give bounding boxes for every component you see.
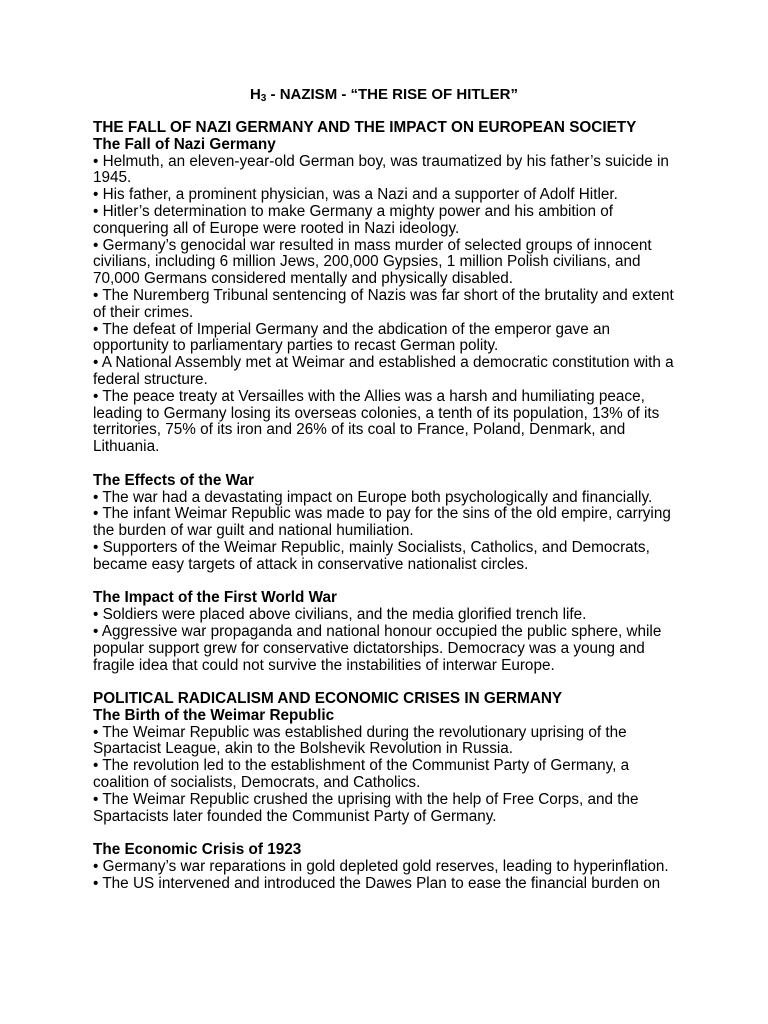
subsection-heading: The Birth of the Weimar Republic [93, 706, 335, 724]
bullet-item: • His father, a prominent physician, was a Nazi and a supporter of Adolf Hitler. [93, 186, 618, 204]
subsection-heading: The Impact of the First World War [93, 589, 337, 607]
bullet-item: • Hitler’s determination to make Germany a mighty power and his ambition of conquering all of Europe were rooted in Nazi ideology. [93, 202, 614, 237]
document-body [93, 120, 683, 893]
bullet-item: • The Weimar Republic was established during the revolutionary uprising of the Spartacist League, akin to the Bolshevik Revolution in Russia. [93, 723, 627, 758]
bullet-item: • The peace treaty at Versailles with the Allies was a harsh and humiliating peace, leading to Germany losing its overseas colonies, a tenth of its population, 13% of its territories, 75% of its iron and 26% of its coal to France, Poland, Denmark, and Lithuania. [93, 387, 660, 456]
title-subscript: 3 [260, 93, 267, 104]
bullet-item: • The revolution led to the establishment of the Communist Party of Germany, a coalition of socialists, Democrats, and Catholics. [93, 757, 630, 792]
bullet-item: • Supporters of the Weimar Republic, mainly Socialists, Catholics, and Democrats, became easy targets of attack in conservative nationalist circles. [93, 538, 650, 573]
bullet-item: • The war had a devastating impact on Europe both psychologically and financially. [93, 488, 653, 506]
bullet-item: • Soldiers were placed above civilians, and the media glorified trench life. [93, 606, 587, 624]
section-heading: POLITICAL RADICALISM AND ECONOMIC CRISES IN GERMANY [93, 690, 563, 708]
subsection-heading: The Economic Crisis of 1923 [93, 841, 302, 859]
bullet-item: • The US intervened and introduced the Dawes Plan to ease the financial burden on [93, 874, 661, 892]
bullet-item: • The infant Weimar Republic was made to pay for the sins of the old empire, carrying the burden of war guilt and national humiliation. [93, 505, 671, 540]
subsection-heading: The Effects of the War [93, 471, 254, 489]
bullet-item: • Helmuth, an eleven-year-old German boy, was traumatized by his father’s suicide in 1945. [93, 152, 669, 187]
bullet-item: • The Weimar Republic crushed the uprising with the help of Free Corps, and the Spartacists later founded the Communist Party of Germany. [93, 790, 639, 825]
bullet-item: • The Nuremberg Tribunal sentencing of Nazis was far short of the brutality and extent of their crimes. [93, 286, 674, 321]
title-prefix: H [249, 86, 261, 103]
bullet-item: • The defeat of Imperial Germany and the abdication of the emperor gave an opportunity to parliamentary parties to recast German polity. [93, 320, 610, 355]
title-rest: - NAZISM - “THE RISE OF HITLER” [266, 86, 519, 103]
bullet-item: • A National Assembly met at Weimar and established a democratic constitution with a federal structure. [93, 354, 674, 388]
bullet-item: • Germany’s genocidal war resulted in mass murder of selected groups of innocent civilians, including 6 million Jews, 200,000 Gypsies, 1 million Polish civilians, and 70,000 Germans considered mentally and physically disabled. [93, 236, 652, 288]
subsection-heading: The Fall of Nazi Germany [93, 135, 276, 153]
bullet-item: • Aggressive war propaganda and national honour occupied the public sphere, while popular support grew for conservative dictatorships. Democracy was a young and fragile idea that could not survive the instabilities of interwar Europe. [93, 622, 662, 674]
page-title [0, 86, 768, 107]
section-heading: THE FALL OF NAZI GERMANY AND THE IMPACT ON EUROPEAN SOCIETY [93, 119, 637, 136]
bullet-item: • Germany’s war reparations in gold depleted gold reserves, leading to hyperinflation. [93, 858, 669, 876]
